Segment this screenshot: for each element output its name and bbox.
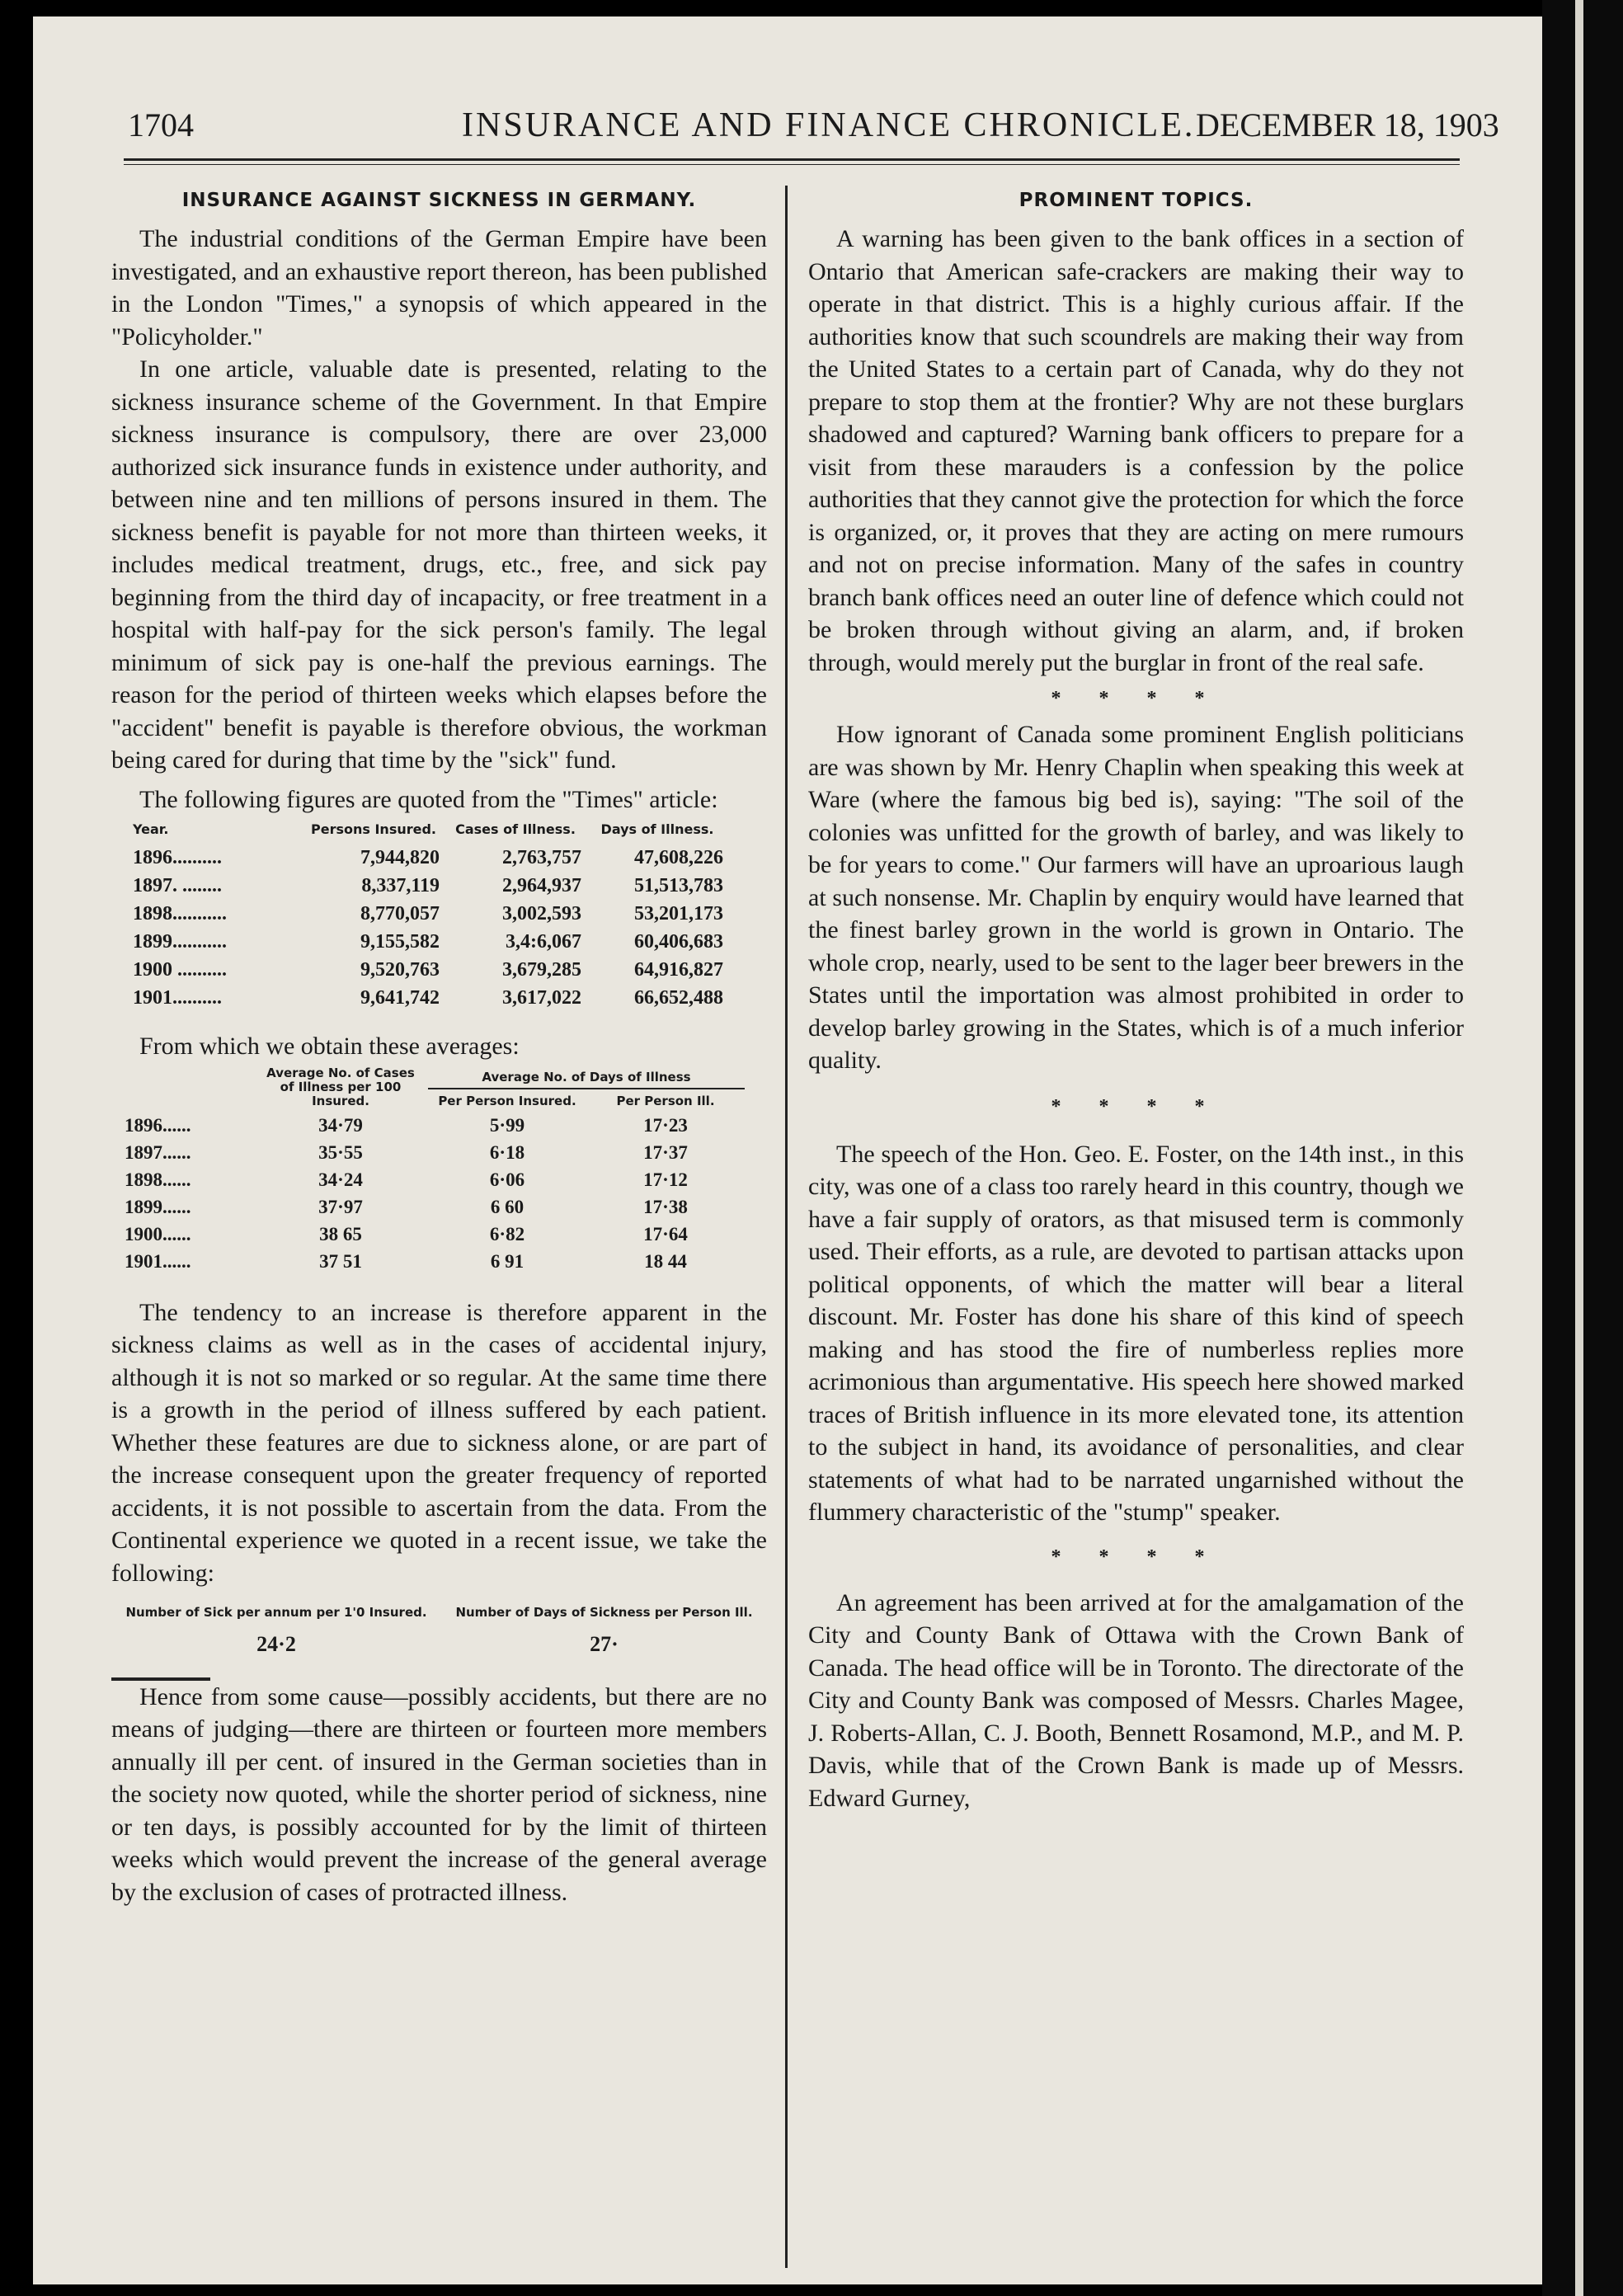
- cell: 35·55: [318, 1141, 363, 1163]
- cell: 1899...........: [133, 931, 227, 953]
- left-column: [111, 188, 767, 1908]
- section-separator: * * * *: [1051, 688, 1221, 709]
- cell: 6 60: [490, 1196, 525, 1217]
- cell: 1897. ........: [133, 875, 222, 896]
- table-row: [120, 1166, 745, 1193]
- section-heading: PROMINENT TOPICS.: [1018, 190, 1254, 211]
- paragraph: The speech of the Hon. Geo. E. Foster, on the 14th inst., in this city, was one of a class too rarely heard in this country, though we have a fair supply of orators, as that misused term is commonly used. Their efforts, as a rule, are devoted to partisan attacks upon political opponents, of which the matter will bear a literal discount. Mr. Foster has done his share of this kind of speech making and has stood the fire of numberless replies more acrimonious than argumentative. His speech here showed marked traces of British influence in its more elevated tone, its attention to the subject in hand, its avoidance of personalities, and clear statements of what had to be narrated ungarnished without the flummery characteristic of the "stump" speaker.: [808, 1140, 1464, 1526]
- header-rule: [124, 158, 1460, 161]
- column-header: Year.: [133, 821, 169, 837]
- cell: 53,201,173: [634, 903, 723, 925]
- cell: 3,002,593: [502, 903, 581, 925]
- paragraph: The following figures are quoted from the "Times" article:: [139, 785, 718, 813]
- cell: 60,406,683: [634, 931, 723, 953]
- cell: 1898......: [125, 1169, 191, 1190]
- cell: 6·06: [489, 1169, 525, 1190]
- table-row: [128, 928, 728, 956]
- cell: 66,652,488: [634, 987, 723, 1009]
- cell: 1901......: [125, 1250, 191, 1272]
- cell: 17·38: [643, 1196, 688, 1217]
- cell: 1896..........: [133, 847, 222, 868]
- column-header: Per Person Ill.: [616, 1093, 715, 1108]
- table-row: [128, 956, 728, 984]
- continental-value: 24·2: [256, 1632, 296, 1656]
- cell: 2,964,937: [502, 875, 581, 896]
- continental-label: Number of Sick per annum per 1'0 Insured.: [125, 1605, 427, 1620]
- cell: 6·18: [489, 1141, 525, 1163]
- page: [33, 16, 1542, 2284]
- table-row: [120, 1139, 745, 1166]
- article-heading: INSURANCE AGAINST SICKNESS IN GERMANY.: [181, 190, 697, 211]
- table-row: [120, 1112, 745, 1139]
- table-header-row: [128, 822, 728, 844]
- cell: 9,520,763: [360, 959, 440, 981]
- section-separator: * * * *: [1051, 1546, 1221, 1568]
- cell: 17·37: [643, 1141, 688, 1163]
- cell: 3,4:6,067: [506, 931, 581, 953]
- cell: 8,337,119: [361, 875, 440, 896]
- table-row: [120, 1248, 745, 1275]
- paragraph: The tendency to an increase is therefore apparent in the sickness claims as well as in the cases of accidental injury, although it is not so marked or so regular. At the same time there is a growth in the period of illness suffered by each patient. Whether these features are due to sickness alone, or are part of the increase consequent upon the greater frequency of reported accidents, it is not possible to ascertain from the data. From the Continental experience we quoted in a recent issue, we take the following:: [111, 1298, 767, 1587]
- paragraph: An agreement has been arrived at for the amalgamation of the City and County Bank of Ottawa with the Crown Bank of Canada. The head office will be in Toronto. The directorate of the City and County Bank was composed of Messrs. Charles Magee, J. Roberts-Allan, C. J. Booth, Bennett Rosamond, M.P., and M. P. Davis, while that of the Crown Bank is made up of Messrs. Edward Gurney,: [808, 1588, 1464, 1812]
- paragraph: A warning has been given to the bank offices in a section of Ontario that American safe-crackers are making their way to operate in that district. This is a highly curious affair. If the authorities know that such scoundrels are making their way from the United States to a certain part of Canada, why do they not prepare to stop them at the frontier? Why are not these burglars shadowed and captured? Warning bank officers to prepare for a visit from these marauders is a confession by the police authorities that they cannot give the protection for which the force is organized, or, it proves that they are acting on mere rumours and not on precise information. Many of the safes in country branch bank offices need an outer line of defence which could not be broken through without giving an alarm, and, if broken through, would merely put the burglar in front of the real safe.: [808, 225, 1464, 676]
- cell: 37 51: [319, 1250, 362, 1272]
- cell: 1901..........: [133, 987, 222, 1009]
- continental-value: 27·: [590, 1632, 619, 1656]
- continental-item: [125, 1606, 426, 1661]
- column-header: Persons Insured.: [311, 821, 436, 837]
- column-header: Per Person Insured.: [438, 1093, 576, 1108]
- issue-date: DECEMBER 18, 1903: [1196, 106, 1499, 144]
- cell: 38 65: [319, 1223, 362, 1244]
- cell: 47,608,226: [634, 847, 723, 868]
- cell: 9,641,742: [360, 987, 440, 1009]
- cell: 1896......: [125, 1114, 191, 1136]
- paragraph: In one article, valuable date is presented, relating to the sickness insurance scheme of the Government. In that Empire sickness insurance is compulsory, there are over 23,000 authorized sick insurance funds in existence under authority, and between nine and ten millions of persons insured in them. The sickness benefit is payable for not more than thirteen weeks, it includes medical treatment, drugs, etc., free, and sick pay beginning from the third day of incapacity, or free treatment in a hospital with half-pay for the sick person's family. The legal minimum of sick pay is one-half the previous earnings. The reason for the period of thirteen weeks which elapses before the "accident" benefit is payable is therefore obvious, the workman being cared for during that time by the "sick" fund.: [111, 355, 767, 774]
- cell: 37·97: [318, 1196, 363, 1217]
- continental-item: [455, 1606, 752, 1661]
- cell: 17·12: [643, 1169, 688, 1190]
- insurance-figures-table: [128, 822, 728, 1012]
- continental-figures: [111, 1606, 767, 1661]
- column-divider: [785, 186, 788, 2268]
- column-header: Average No. of Cases of Illness per 100 Insured.: [266, 1065, 415, 1108]
- running-header: [33, 106, 1542, 155]
- table-row: [128, 984, 728, 1012]
- continental-label: Number of Days of Sickness per Person Ill.: [455, 1605, 753, 1620]
- table-row: [128, 872, 728, 900]
- cell: 1898...........: [133, 903, 227, 925]
- cell: 1899......: [125, 1196, 191, 1217]
- cell: 5·99: [489, 1114, 525, 1136]
- cell: 7,944,820: [360, 847, 440, 868]
- cell: 3,617,022: [502, 987, 581, 1009]
- column-header: Days of Illness.: [600, 821, 714, 837]
- table-row: [120, 1193, 745, 1221]
- paragraph: From which we obtain these averages:: [139, 1033, 520, 1060]
- publication-title: INSURANCE AND FINANCE CHRONICLE.: [462, 106, 1196, 144]
- cell: 1897......: [125, 1141, 191, 1163]
- paragraph: Hence from some cause—possibly accidents, but there are no means of judging—there are thirteen or fourteen more members annually ill per cent. of insured in the German societies than in the society now quoted, while the shorter period of sickness, nine or ten days, is possibly accounted for by the limit of thirteen weeks which would prevent the increase of the general average by the exclusion of cases of protracted illness.: [111, 1682, 767, 1906]
- paragraph: How ignorant of Canada some prominent English politicians are was shown by Mr. Henry Chaplin when speaking this week at Ware (where the famous big bed is), saying: "The soil of the colonies was unfitted for the growth of barley, and was likely to be for years to come." Our farmers will have an uproarious laugh at such nonsense. Mr. Chaplin by enquiry would have learned that the finest barley grown in the world is grown in Ontario. The whole crop, nearly, used to be sent to the lager beer brewers in the States until the importation was almost prohibited in order to develop barley growing in the States, which is of a much inferior quality.: [808, 721, 1464, 1074]
- cell: 64,916,827: [634, 959, 723, 981]
- cell: 2,763,757: [502, 847, 581, 868]
- cell: 8,770,057: [360, 903, 440, 925]
- section-separator: * * * *: [1051, 1095, 1221, 1117]
- column-header: Cases of Illness.: [455, 821, 576, 837]
- table-row: [128, 844, 728, 872]
- right-column: [808, 188, 1464, 1814]
- cell: 6·82: [489, 1223, 525, 1244]
- page-number: 1704: [128, 106, 194, 144]
- cell: 51,513,783: [634, 875, 723, 896]
- table-row: [128, 900, 728, 928]
- group-header: Average No. of Days of Illness: [428, 1066, 745, 1089]
- table-row: [120, 1221, 745, 1248]
- cell: 17·23: [643, 1114, 688, 1136]
- header-rule-thin: [124, 164, 1460, 165]
- cell: 6 91: [490, 1250, 525, 1272]
- cell: 34·24: [318, 1169, 363, 1190]
- cell: 3,679,285: [502, 959, 581, 981]
- cell: 1900 ..........: [133, 959, 227, 981]
- column-header: [120, 1066, 253, 1112]
- cell: 1900......: [125, 1223, 191, 1244]
- averages-table: [120, 1066, 745, 1275]
- cell: 34·79: [318, 1114, 363, 1136]
- table-group-header-row: [120, 1066, 745, 1089]
- cell: 18 44: [644, 1250, 687, 1272]
- cell: 9,155,582: [360, 931, 440, 953]
- paragraph: The industrial conditions of the German Empire have been investigated, and an exhaustive report thereon, has been published in the London "Times," a synopsis of which appeared in the "Policyholder.": [111, 225, 767, 351]
- cell: 17·64: [643, 1223, 688, 1244]
- scan-edge-line: [1575, 0, 1583, 2296]
